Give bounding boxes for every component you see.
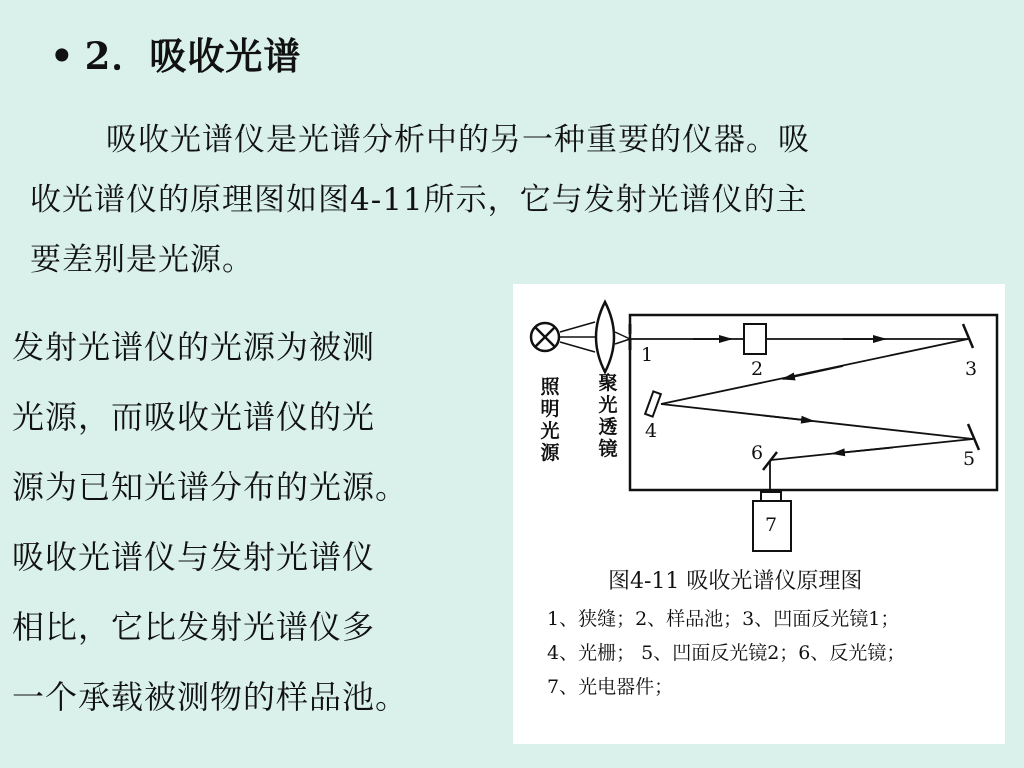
label-5: 5 <box>963 448 976 470</box>
spectrometer-figure <box>513 284 1005 744</box>
intro-paragraph <box>30 110 990 290</box>
title-text: 2．吸收光谱 <box>84 34 302 78</box>
sample-cell-icon <box>744 324 766 354</box>
grating-icon <box>645 391 661 416</box>
intro-line: 吸收光谱仪是光谱分析中的另一种重要的仪器。吸 <box>106 122 810 158</box>
label-1: 1 <box>641 344 654 366</box>
concave-mirror-2-icon <box>968 424 979 450</box>
label-2: 2 <box>751 358 764 380</box>
side-paragraph <box>12 312 482 732</box>
label-3: 3 <box>965 358 978 380</box>
figure-caption: 图4-11 吸收光谱仪原理图 <box>608 569 863 594</box>
instrument-housing <box>630 315 997 490</box>
concave-mirror-1-icon <box>963 324 973 348</box>
side-line: 源为已知光谱分布的光源。 <box>12 468 409 506</box>
beam-grating-to-mirror2 <box>661 404 973 439</box>
side-line: 吸收光谱仪与发射光谱仪 <box>12 538 376 576</box>
side-line: 发射光谱仪的光源为被测 <box>12 328 376 366</box>
slide-title <box>50 26 301 80</box>
slit-icon <box>615 324 630 350</box>
beam-lamp-lens <box>560 342 595 352</box>
side-line: 相比，它比发射光谱仪多 <box>12 608 376 646</box>
beam-lamp-lens <box>560 322 595 332</box>
figure-legend <box>547 602 905 704</box>
legend-line: 7、光电器件； <box>547 676 674 698</box>
label-condenser-lens: 聚光透镜 <box>598 372 618 460</box>
side-line: 一个承载被测物的样品池。 <box>12 678 409 716</box>
label-7: 7 <box>765 514 778 536</box>
label-6: 6 <box>751 442 764 464</box>
side-line: 光源，而吸收光谱仪的光 <box>12 398 376 436</box>
bullet-icon: • <box>50 34 75 78</box>
intro-line: 要差别是光源。 <box>30 242 254 278</box>
label-4: 4 <box>645 420 658 442</box>
intro-line: 收光谱仪的原理图如图4-11所示，它与发射光谱仪的主 <box>30 182 808 218</box>
label-light-source: 照明光源 <box>540 376 560 464</box>
lamp-icon <box>531 323 559 351</box>
legend-line: 1、狭缝；2、样品池；3、凹面反光镜1； <box>547 608 900 630</box>
legend-line: 4、光栅； 5、凹面反光镜2；6、反光镜； <box>547 642 906 664</box>
condenser-lens-icon <box>596 302 614 372</box>
